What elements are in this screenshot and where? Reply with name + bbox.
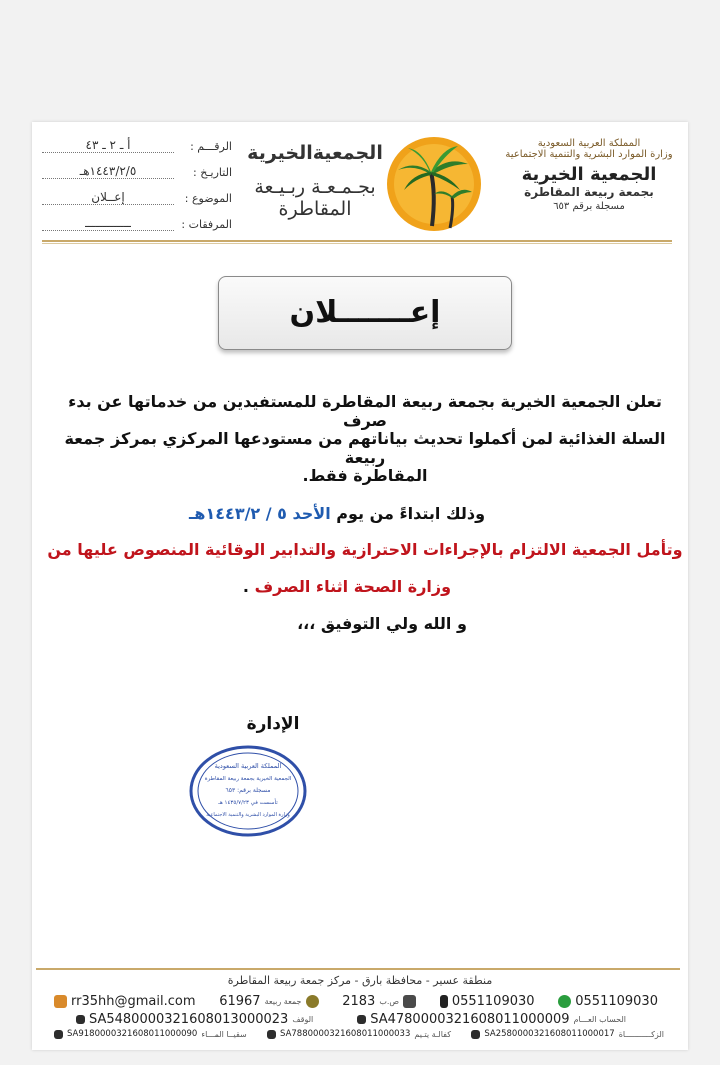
bank-icon (357, 1015, 366, 1024)
footer-phone2-item (558, 994, 658, 1009)
footer-zip-item (219, 994, 318, 1009)
waqf-account: SA5480000321608013000023 (88, 1012, 289, 1027)
water-account-item (54, 1029, 247, 1039)
hope2-tail: . (242, 577, 249, 596)
body-line-2: السلة الغذائية لمن أكملوا تحديث بياناتهم من مستودعها المركزي بمركز جمعة ربيعة (64, 429, 666, 467)
bank-icon (471, 1030, 480, 1039)
org-mid-name: الجمعيةالخيرية (247, 142, 383, 164)
body-hope-line-1: وتأمل الجمعية الالتزام بالإجراءات الاحترازية والتدابير الوقائية المنصوص عليها من (47, 540, 683, 559)
meta-subject-row (42, 190, 232, 216)
closing-line: و الله ولي التوفيق ،،، (297, 614, 467, 633)
stamp-text-5: وزارة الموارد البشرية والتنمية الاجتماعية (206, 812, 290, 818)
announcement-title: إعـــــــلان (218, 276, 512, 350)
letter-meta (42, 138, 232, 242)
footer-phone1-item (440, 994, 535, 1009)
org-right-sub: بجمعة ربيعة المقاطرة (524, 185, 654, 199)
footer-email: rr35hh@gmail.com (71, 994, 196, 1009)
org-mid-line2: بجـمـعـة ربـيـعة (254, 176, 376, 198)
meta-date-row (42, 164, 232, 190)
meta-attachments-value: ـــــــــــــ (42, 216, 174, 231)
meta-attachments-label: المرفقات : (181, 218, 232, 231)
meta-attachments-row (42, 216, 232, 242)
start-prefix: وذلك ابتداءً من يوم (336, 504, 486, 523)
waqf-account-item (76, 1012, 313, 1027)
body-line-1: تعلن الجمعية الخيرية بجمعة ربيعة المقاطرة للمستفيدين من خدماتها عن بدء صرف (68, 392, 662, 430)
footer-divider (36, 968, 680, 970)
general-account: SA4780000321608011000009 (370, 1012, 570, 1027)
meta-date-value: ١٤٤٣/٢/٥هـ (42, 164, 174, 179)
general-account-item (357, 1012, 626, 1027)
palm-logo-icon (384, 134, 484, 234)
stamp-text-3: مسجلة برقم: ٦٥٣ (225, 787, 271, 794)
bank-icon (54, 1030, 63, 1039)
org-kingdom: المملكة العربية السعودية (537, 138, 641, 149)
footer-pobox: 2183 (342, 994, 376, 1009)
email-icon (54, 995, 67, 1008)
header-divider (42, 240, 672, 242)
start-date-line (172, 504, 502, 523)
meta-subject-label: الموضوع : (184, 192, 232, 205)
waqf-label: الوقف (292, 1015, 314, 1024)
org-right-name: الجمعية الخيرية (521, 164, 657, 185)
footer-pobox-item (342, 994, 416, 1009)
meta-number-row (42, 138, 232, 164)
zakat-account: SA2580000321608011000017 (484, 1029, 615, 1039)
footer-phone1: 0551109030 (451, 994, 535, 1009)
bank-icon (267, 1030, 276, 1039)
zakat-label: الزكـــــــــــاة (618, 1029, 664, 1039)
footer-phone2: 0551109030 (575, 994, 658, 1009)
org-name-official (494, 138, 684, 212)
body-hope-line-2 (222, 577, 472, 596)
footer-email-item (54, 994, 195, 1009)
meta-number-label: الرقـــم : (190, 140, 232, 153)
footer-pobox-label: ص.ب (379, 997, 400, 1006)
whatsapp-icon (558, 995, 571, 1008)
bank-icon (76, 1015, 85, 1024)
orphan-account: SA7880000321608011000033 (280, 1029, 411, 1039)
location-icon (306, 995, 319, 1008)
start-date: الأحد ٥ / ١٤٤٣/٢هـ (188, 504, 331, 523)
meta-date-label: التاريـخ : (193, 166, 232, 179)
water-account: SA9180000321608011000090 (67, 1029, 198, 1039)
org-ministry: وزارة الموارد البشرية والتنمية الاجتماعية (505, 149, 673, 160)
org-registration: مسجلة برقم ٦٥٣ (553, 201, 625, 212)
footer-zip-label: جمعة ربيعة (264, 997, 302, 1006)
mailbox-icon (403, 995, 416, 1008)
body-line-3: المقاطرة فقط. (302, 466, 428, 485)
org-name-stylized (240, 142, 390, 220)
signature-label: الإدارة (246, 714, 300, 734)
footer-zip: 61967 (219, 994, 261, 1009)
water-label: سقيــا المـــاء (201, 1029, 247, 1039)
meta-subject-value: إعــلان (42, 190, 174, 205)
zakat-account-item (471, 1029, 664, 1039)
org-mid-line3: المقاطرة (278, 198, 352, 220)
footer-accounts-row-2 (54, 1029, 664, 1039)
orphan-account-item (267, 1029, 451, 1039)
footer-address: منطقة عسير - محافظة بارق - مركز جمعة ربيعة المقاطرة (227, 974, 493, 987)
general-label: الحساب العـــام (573, 1015, 626, 1024)
stamp-text-1: المملكة العربية السعودية (214, 762, 282, 770)
orphan-label: كفالـة يتـيم (414, 1029, 452, 1039)
stamp-text-2: الجمعية الخيرية بجمعة ربيعة المقاطرة (204, 776, 292, 782)
stamp-text-4: تأسست في ١٤٣٥/٧/٢٣ هـ (218, 800, 278, 806)
meta-number-value: أ ـ ٢ ـ ٤٣ (42, 138, 174, 153)
phone-icon (440, 995, 448, 1008)
footer-accounts-row-1 (54, 1012, 648, 1027)
header-divider-thin (42, 243, 672, 244)
official-stamp-icon (188, 744, 308, 838)
footer-contact-row (54, 994, 658, 1009)
hope2-text: وزارة الصحة اثناء الصرف (254, 577, 452, 596)
letter-sheet (32, 122, 688, 1050)
